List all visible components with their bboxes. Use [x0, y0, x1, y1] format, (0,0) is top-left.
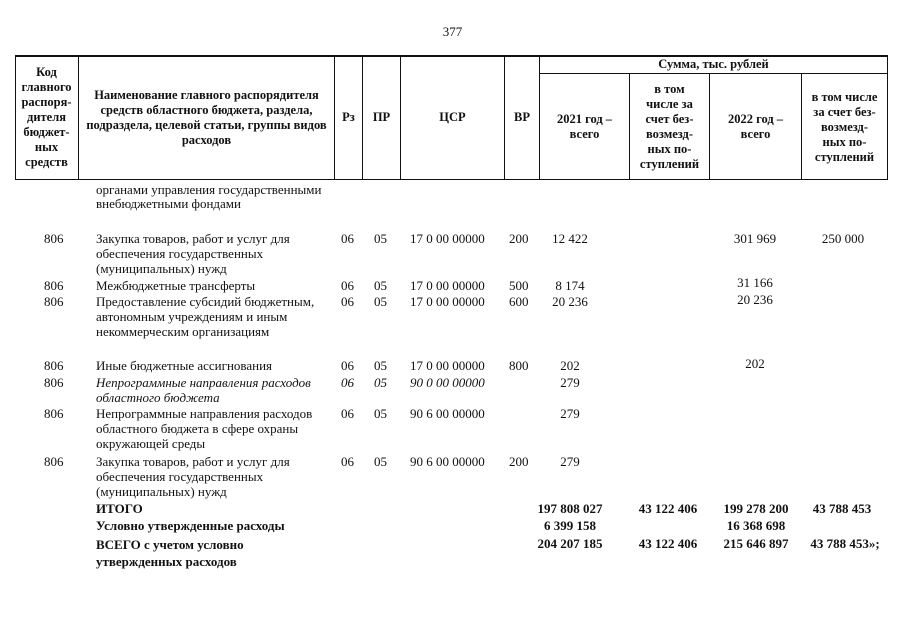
total-2022-free: 43 788 453»;: [810, 536, 880, 551]
row-vr: 600: [509, 294, 529, 309]
row-2021: 8 174: [555, 278, 585, 293]
row-name: Предоставление субсидий бюджетным, автономным учреждениям и иным некоммерческим организациям: [96, 294, 315, 339]
row-2021: 12 422: [552, 231, 588, 246]
total-2021: 197 808 027: [537, 501, 603, 516]
row-2021: 279: [560, 406, 580, 421]
col-2021-header: 2021 год – всего: [540, 74, 630, 180]
row-2022: 202: [745, 356, 765, 371]
row-2021: 279: [560, 375, 580, 390]
col-sum-header: Сумма, тыс. рублей: [540, 55, 888, 74]
row-pr: 05: [374, 454, 387, 469]
row-rz: 06: [341, 358, 354, 373]
row-csr: 90 6 00 00000: [410, 454, 485, 469]
total-2021: 6 399 158: [544, 518, 596, 533]
row-name: Непрограммные направления расходов областного бюджета в сфере охраны окружающей среды: [96, 406, 313, 451]
row-name: [96, 375, 336, 405]
row-rz: 06: [341, 231, 354, 246]
row-vr: 500: [509, 278, 529, 293]
row-rz: 06: [341, 454, 354, 469]
row-2021: 20 236: [552, 294, 588, 309]
row-2021: 279: [560, 454, 580, 469]
col-csr-header: ЦСР: [401, 55, 505, 180]
row-name: Иные бюджетные ассигнования: [96, 358, 273, 373]
row-code: 806: [44, 294, 64, 309]
row-pr: 05: [374, 294, 387, 309]
row-code: 806: [44, 375, 64, 390]
row-2022: 20 236: [737, 292, 773, 307]
col-name-header: Наименование главного распорядителя средств областного бюджета, раздела, подраздела, целевой статьи, группы видов расходов: [79, 55, 335, 180]
row-rz: 06: [341, 294, 354, 309]
col-vr-header: ВР: [505, 55, 540, 180]
row-name: Закупка товаров, работ и услуг для обеспечения государственных (муниципальных) нужд: [96, 454, 290, 499]
row-code: 806: [44, 406, 64, 421]
total-2022: 215 646 897: [723, 536, 789, 551]
row-code: 806: [44, 278, 64, 293]
row-rz: 06: [341, 375, 354, 390]
col-rz-header: Рз: [335, 55, 363, 180]
row-code: 806: [44, 454, 64, 469]
row-code: 806: [44, 358, 64, 373]
col-2021-free-header: в том числе за счет без-возмезд-ных по-ступлений: [630, 74, 710, 180]
total-2022-free: 43 788 453: [812, 501, 872, 516]
row-pr: 05: [374, 278, 387, 293]
total-name: ИТОГО: [96, 501, 143, 516]
total-name: ВСЕГО с учетом условно утвержденных расходов: [96, 537, 244, 569]
row-pr: 05: [374, 358, 387, 373]
row-rz: 06: [341, 278, 354, 293]
row-vr: 800: [509, 358, 529, 373]
total-2022: 16 368 698: [726, 518, 786, 533]
row-vr: 200: [509, 454, 529, 469]
row-csr: 17 0 00 00000: [410, 278, 485, 293]
row-name: Межбюджетные трансферты: [96, 278, 256, 293]
total-2022: 199 278 200: [723, 501, 789, 516]
row-csr: 90 6 00 00000: [410, 406, 485, 421]
row-rz: 06: [341, 406, 354, 421]
row-2022: 301 969: [733, 231, 777, 246]
col-2022-header: 2022 год – всего: [710, 74, 802, 180]
total-2021-free: 43 122 406: [638, 536, 698, 551]
row-pr: 05: [374, 375, 387, 390]
row-code: 806: [44, 231, 64, 246]
col-pr-header: ПР: [363, 55, 401, 180]
total-2021: 204 207 185: [537, 536, 603, 551]
row-2022-free: 250 000: [821, 231, 865, 246]
row-pr: 05: [374, 406, 387, 421]
row-csr: 90 0 00 00000: [410, 375, 485, 390]
col-2022-free-header: в том числе за счет без-возмезд-ных по-ступлений: [802, 74, 888, 180]
row-2021: 202: [560, 358, 580, 373]
row-vr: 200: [509, 231, 529, 246]
total-name: Условно утвержденные расходы: [96, 518, 285, 533]
row-name-italic: Непрограммные направления расходов областного бюджета: [96, 375, 311, 405]
row-csr: 17 0 00 00000: [410, 294, 485, 309]
page-number: 377: [442, 24, 463, 39]
row-pr: 05: [374, 231, 387, 246]
row-csr: 17 0 00 00000: [410, 358, 485, 373]
row-csr: 17 0 00 00000: [410, 231, 485, 246]
row-name: Закупка товаров, работ и услуг для обеспечения государственных (муниципальных) нужд: [96, 231, 290, 276]
row-name: органами управления государственными внебюджетными фондами: [96, 182, 322, 211]
total-2021-free: 43 122 406: [638, 501, 698, 516]
row-2022: 31 166: [737, 275, 773, 290]
col-code-header: Код главного распоря-дителя бюджет-ных средств: [15, 55, 79, 180]
